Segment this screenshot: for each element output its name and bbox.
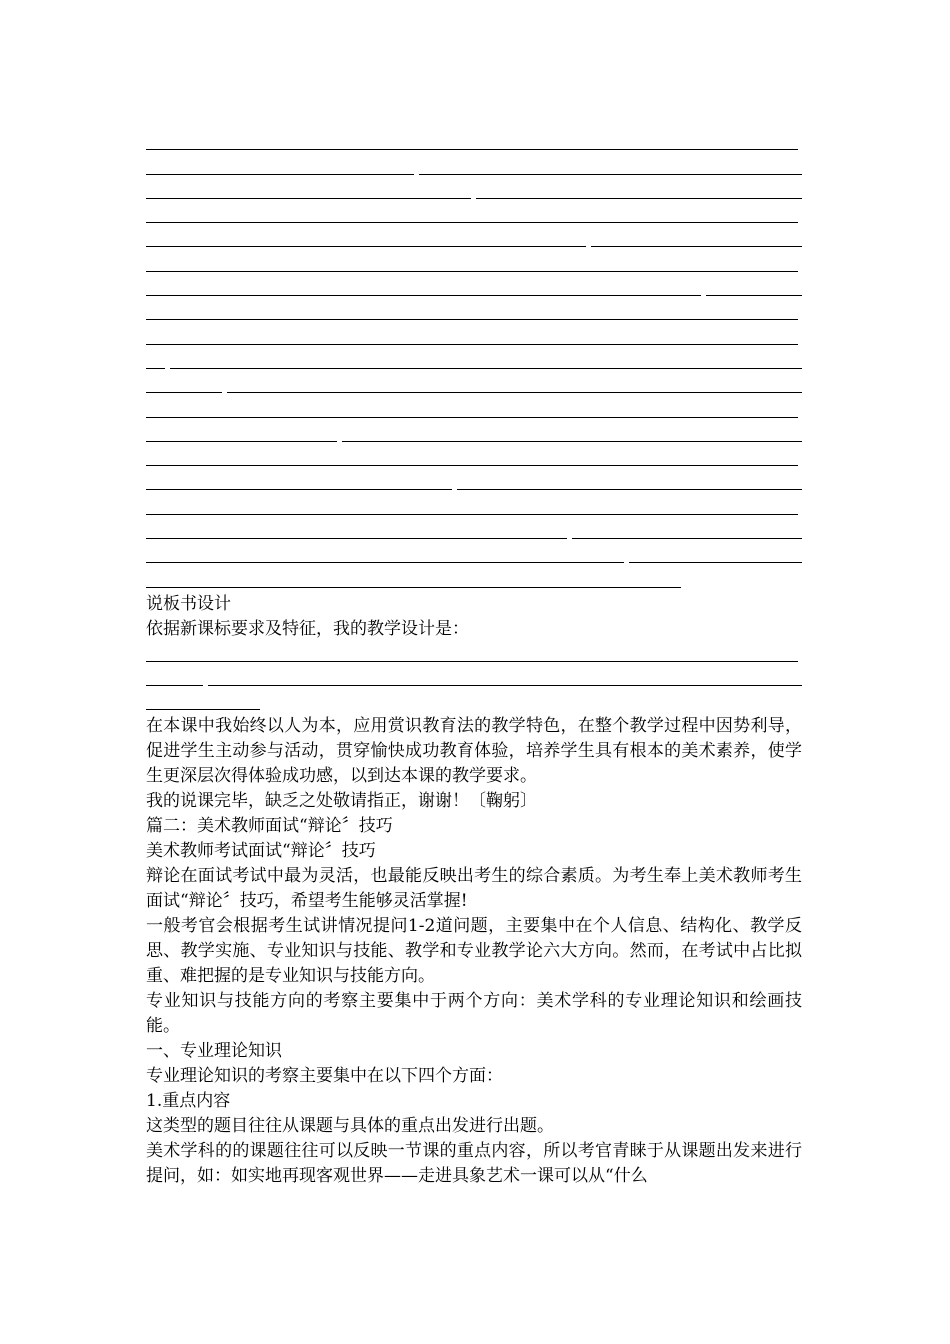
blank-line — [146, 661, 798, 662]
blank-line — [146, 368, 165, 369]
blank-line — [457, 489, 802, 490]
blank-line — [146, 149, 798, 150]
blank-line — [170, 368, 802, 369]
blank-line — [476, 198, 802, 199]
blank-line — [146, 271, 798, 272]
blank-line — [342, 441, 802, 442]
blank-answer-lines — [146, 130, 802, 592]
blank-line — [146, 295, 701, 296]
blank-line — [146, 465, 798, 466]
blank-line — [146, 562, 624, 563]
blank-line — [146, 685, 203, 686]
paragraph: 一般考官会根据考生试讲情况提问1-2道问题，主要集中在个人信息、结构化、教学反思、教学实施、专业知识与技能、教学和专业教学论六大方向。然而，在考试中占比拟重、难把握的是专业知识与技能方向。 — [146, 915, 802, 986]
article-title: 篇二：美术教师面试“辩论〞技巧 — [146, 815, 393, 836]
blank-line — [208, 685, 802, 686]
paragraph: 美术学科的的课题往往可以反映一节课的重点内容，所以考官青睐于从课题出发来进行提问，如：如实地再现客观世界——走进具象艺术一课可以从“什么 — [146, 1140, 802, 1186]
blank-line — [629, 562, 802, 563]
paragraph: 这类型的题目往往从课题与具体的重点出发进行出题。 — [146, 1115, 554, 1136]
article-subtitle: 美术教师考试面试“辩论〞技巧 — [146, 840, 376, 861]
paragraph: 专业理论知识的考察主要集中在以下四个方面： — [146, 1065, 503, 1086]
blank-line — [146, 709, 260, 710]
design-answer-lines — [146, 642, 802, 714]
blank-line — [146, 344, 798, 345]
blank-line — [572, 538, 802, 539]
blank-line — [146, 392, 222, 393]
blank-line — [146, 319, 798, 320]
design-intro: 依据新课标要求及特征，我的教学设计是： — [146, 618, 469, 639]
blank-line — [146, 489, 452, 490]
blank-line — [146, 174, 414, 175]
blank-line — [146, 246, 586, 247]
blank-line — [146, 417, 798, 418]
section-heading: 一、专业理论知识 — [146, 1040, 282, 1061]
paragraph: 我的说课完毕，缺乏之处敬请指正，谢谢！〔鞠躬〕 — [146, 790, 537, 811]
blank-line — [146, 441, 337, 442]
blank-line — [419, 174, 802, 175]
blank-line — [146, 538, 567, 539]
blank-line — [591, 246, 802, 247]
blank-line — [146, 514, 798, 515]
blank-line — [146, 222, 798, 223]
document-page — [146, 130, 802, 1189]
paragraph: 辩论在面试考试中最为灵活，也最能反映出考生的综合素质。为考生奉上美术教师考生面试“辩论〞技巧，希望考生能够灵活掌握! — [146, 865, 802, 911]
section-heading: 说板书设计 — [146, 593, 231, 614]
paragraph: 在本课中我始终以人为本，应用赏识教育法的教学特色，在整个教学过程中因势利导，促进学生主动参与活动，贯穿愉快成功教育体验，培养学生具有根本的美术素养，使学生更深层次得体验成功感，以到达本课的教学要求。 — [146, 715, 802, 786]
blank-line — [146, 587, 681, 588]
blank-line — [146, 198, 471, 199]
blank-line — [227, 392, 802, 393]
subsection-heading: 1.重点内容 — [146, 1090, 231, 1111]
paragraph: 专业知识与技能方向的考察主要集中于两个方向：美术学科的专业理论知识和绘画技能。 — [146, 990, 802, 1036]
blank-line — [706, 295, 802, 296]
